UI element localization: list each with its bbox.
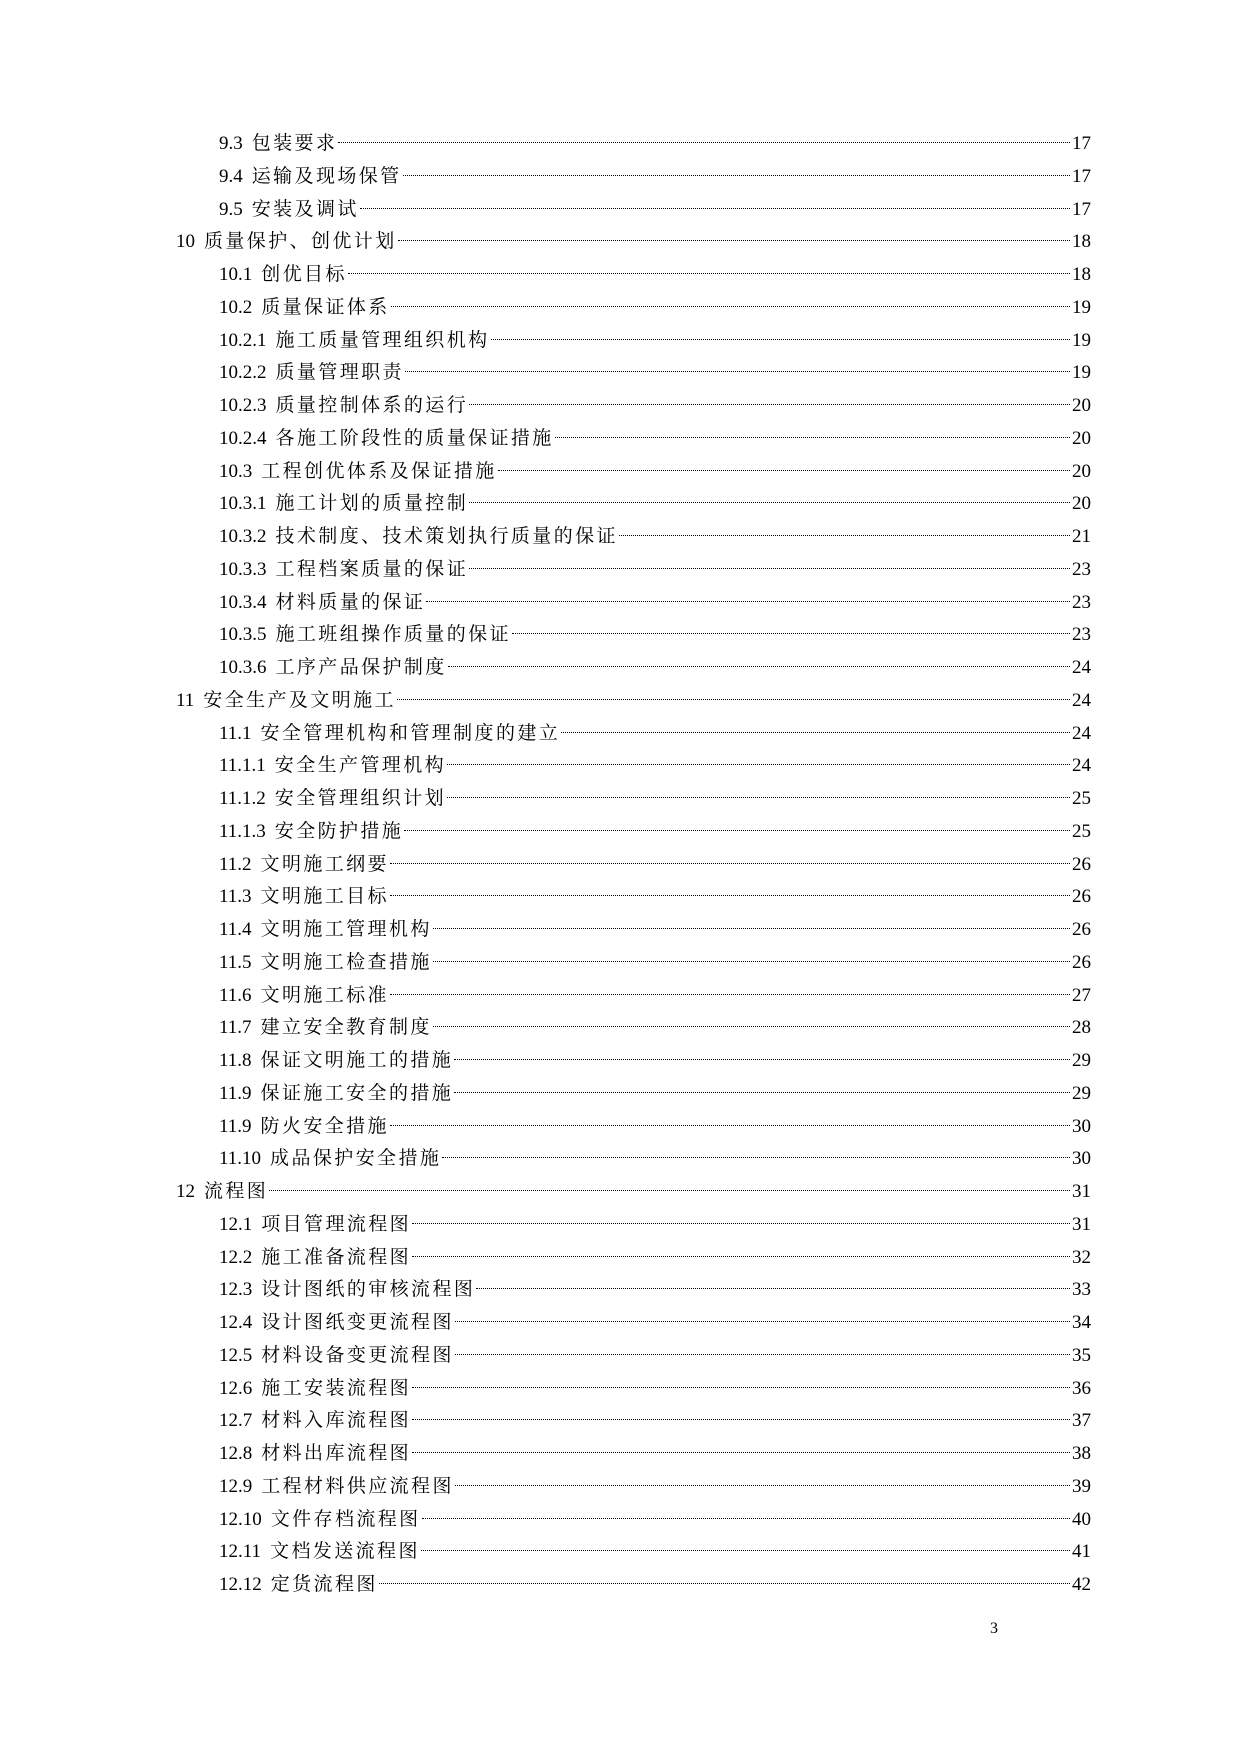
toc-entry[interactable] — [0, 1143, 1241, 1176]
dot-leader — [555, 437, 1070, 438]
entry-page-number: 21 — [1072, 526, 1091, 547]
toc-entry[interactable] — [0, 980, 1241, 1013]
entry-title: 质量控制体系的运行 — [275, 395, 469, 416]
entry-number: 12.9 — [219, 1475, 253, 1497]
dot-leader — [455, 1354, 1070, 1355]
entry-title: 各施工阶段性的质量保证措施 — [275, 427, 554, 449]
toc-entry[interactable] — [0, 718, 1241, 751]
entry-page-number: 24 — [1072, 755, 1091, 777]
toc-entry-line — [219, 325, 1091, 357]
entry-number: 11.3 — [219, 886, 252, 908]
entry-title: 安全生产管理机构 — [274, 755, 446, 777]
entry-page-number: 28 — [1072, 1017, 1091, 1039]
entry-page-number: 29 — [1072, 1082, 1091, 1104]
toc-entry[interactable] — [0, 1078, 1241, 1111]
dot-leader — [512, 633, 1070, 634]
toc-entry-line — [219, 587, 1091, 619]
entry-page-number: 35 — [1072, 1344, 1091, 1366]
entry-number: 12.2 — [219, 1246, 253, 1268]
dot-leader — [398, 240, 1070, 241]
entry-title: 项目管理流程图 — [261, 1213, 412, 1235]
entry-title: 施工计划的质量控制 — [275, 493, 469, 515]
entry-number: 11.1.1 — [219, 755, 266, 777]
entry-number: 11.10 — [219, 1148, 262, 1170]
entry-page-number: 40 — [1072, 1508, 1091, 1530]
toc-entry[interactable] — [0, 1569, 1241, 1602]
toc-entry-line — [219, 161, 1091, 193]
toc-entry-line — [219, 849, 1091, 881]
toc-entry[interactable] — [0, 292, 1241, 325]
toc-entry-line — [219, 881, 1091, 913]
entry-number: 11.7 — [219, 1017, 252, 1039]
toc-entry-line — [176, 685, 1091, 717]
entry-page-number: 41 — [1072, 1541, 1091, 1563]
dot-leader — [412, 1223, 1070, 1224]
toc-entry-line — [219, 980, 1091, 1012]
entry-title: 保证文明施工的措施 — [260, 1050, 454, 1071]
entry-number: 10 — [176, 231, 195, 253]
toc-entry-line — [176, 226, 1091, 258]
page-number: 3 — [990, 1620, 998, 1637]
toc-entry-line — [176, 1176, 1091, 1208]
entry-title: 包装要求 — [251, 133, 338, 154]
dot-leader — [433, 961, 1070, 962]
dot-leader — [390, 994, 1070, 995]
entry-number: 11.1 — [219, 722, 252, 744]
toc-entry[interactable] — [0, 914, 1241, 947]
entry-title: 流程图 — [204, 1181, 269, 1202]
entry-number: 12 — [176, 1181, 195, 1202]
entry-page-number: 27 — [1072, 984, 1091, 1006]
entry-page-number: 31 — [1072, 1213, 1091, 1235]
entry-title: 文件存档流程图 — [270, 1508, 421, 1530]
entry-page-number: 19 — [1072, 362, 1091, 384]
toc-entry[interactable] — [0, 1012, 1241, 1045]
entry-number: 10.3.3 — [219, 558, 267, 580]
entry-number: 11.6 — [219, 984, 252, 1006]
entry-page-number: 30 — [1072, 1148, 1091, 1170]
entry-page-number: 19 — [1072, 329, 1091, 351]
toc-entry-line — [219, 554, 1091, 586]
toc-entry-line — [219, 619, 1091, 651]
entry-title: 安装及调试 — [251, 198, 359, 220]
dot-leader — [412, 1256, 1070, 1257]
entry-title: 文明施工标准 — [260, 984, 389, 1006]
dot-leader — [447, 797, 1070, 798]
entry-title: 文档发送流程图 — [270, 1541, 420, 1563]
entry-number: 11 — [176, 689, 195, 711]
dot-leader — [404, 830, 1070, 831]
entry-page-number: 32 — [1072, 1246, 1091, 1268]
entry-page-number: 17 — [1072, 165, 1091, 187]
entry-title: 安全管理机构和管理制度的建立 — [260, 722, 561, 744]
entry-page-number: 31 — [1072, 1181, 1091, 1202]
entry-page-number: 17 — [1072, 198, 1091, 220]
toc-entry[interactable] — [0, 1111, 1241, 1144]
toc-entry[interactable] — [0, 750, 1241, 783]
toc-entry[interactable] — [0, 1373, 1241, 1406]
toc-entry-line — [219, 1012, 1091, 1044]
dot-leader — [454, 1059, 1070, 1060]
toc-entry[interactable] — [0, 652, 1241, 685]
dot-leader — [397, 699, 1070, 700]
toc-entry[interactable] — [0, 194, 1241, 227]
entry-title: 文明施工纲要 — [260, 853, 389, 875]
toc-entry[interactable] — [0, 456, 1241, 489]
entry-number: 12.1 — [219, 1213, 253, 1235]
toc-entry[interactable] — [0, 325, 1241, 358]
toc-entry[interactable] — [0, 423, 1241, 456]
entry-title: 设计图纸变更流程图 — [261, 1312, 454, 1333]
toc-entry-line — [219, 1405, 1091, 1437]
entry-title: 运输及现场保管 — [251, 165, 402, 187]
dot-leader — [390, 1125, 1070, 1126]
dot-leader — [421, 1550, 1070, 1551]
entry-page-number: 34 — [1072, 1312, 1091, 1333]
entry-number: 10.3.2 — [219, 526, 267, 547]
toc-entry-line — [219, 390, 1091, 422]
entry-number: 12.11 — [219, 1541, 262, 1563]
entry-title: 材料质量的保证 — [275, 591, 426, 613]
toc-entry[interactable] — [0, 947, 1241, 980]
dot-leader — [412, 1452, 1070, 1453]
entry-number: 11.9 — [219, 1082, 252, 1104]
toc-entry[interactable] — [0, 1045, 1241, 1078]
table-of-contents — [0, 128, 1241, 1602]
entry-title: 材料设备变更流程图 — [261, 1344, 454, 1366]
toc-entry[interactable] — [0, 1176, 1241, 1209]
entry-page-number: 23 — [1072, 624, 1091, 646]
dot-leader — [476, 1288, 1070, 1289]
entry-title: 施工班组操作质量的保证 — [275, 624, 511, 646]
toc-entry-line — [219, 1569, 1091, 1601]
entry-title: 保证施工安全的措施 — [260, 1082, 454, 1104]
entry-page-number: 38 — [1072, 1443, 1091, 1464]
entry-number: 10.2.4 — [219, 427, 267, 449]
entry-title: 成品保护安全措施 — [270, 1148, 442, 1170]
entry-number: 12.6 — [219, 1377, 253, 1399]
entry-title: 安全防护措施 — [274, 820, 404, 842]
toc-entry-line — [219, 1438, 1091, 1470]
entry-page-number: 19 — [1072, 296, 1091, 318]
entry-title: 创优目标 — [261, 264, 347, 285]
entry-number: 12.8 — [219, 1443, 253, 1464]
dot-leader — [447, 764, 1070, 765]
entry-title: 施工安装流程图 — [261, 1377, 412, 1399]
toc-entry[interactable] — [0, 554, 1241, 587]
dot-leader — [469, 404, 1070, 405]
dot-leader — [360, 208, 1070, 209]
entry-title: 防火安全措施 — [260, 1115, 389, 1137]
toc-entry[interactable] — [0, 1274, 1241, 1307]
dot-leader — [405, 371, 1070, 372]
dot-leader — [412, 1419, 1070, 1420]
entry-page-number: 26 — [1072, 919, 1091, 940]
entry-title: 设计图纸的审核流程图 — [261, 1279, 476, 1301]
entry-title: 工程档案质量的保证 — [275, 558, 469, 580]
entry-page-number: 42 — [1072, 1574, 1091, 1595]
entry-page-number: 23 — [1072, 591, 1091, 613]
entry-title: 建立安全教育制度 — [260, 1017, 432, 1039]
toc-entry-line — [219, 259, 1091, 291]
entry-page-number: 20 — [1072, 460, 1091, 482]
toc-entry[interactable] — [0, 1471, 1241, 1504]
entry-page-number: 25 — [1072, 788, 1091, 809]
entry-number: 10.3.1 — [219, 493, 267, 515]
dot-leader — [442, 1157, 1070, 1158]
dot-leader — [454, 1092, 1070, 1093]
dot-leader — [403, 175, 1070, 176]
entry-page-number: 20 — [1072, 427, 1091, 449]
dot-leader — [412, 1387, 1070, 1388]
entry-number: 12.5 — [219, 1344, 253, 1366]
entry-number: 11.1.2 — [219, 788, 266, 809]
toc-entry[interactable] — [0, 783, 1241, 816]
toc-entry-line — [219, 816, 1091, 848]
entry-number: 12.12 — [219, 1574, 262, 1595]
entry-number: 12.3 — [219, 1279, 253, 1301]
entry-number: 10.3.6 — [219, 657, 267, 678]
dot-leader — [433, 1026, 1070, 1027]
entry-page-number: 23 — [1072, 558, 1091, 580]
entry-page-number: 37 — [1072, 1410, 1091, 1432]
toc-entry[interactable] — [0, 259, 1241, 292]
toc-entry[interactable] — [0, 521, 1241, 554]
toc-entry-line — [219, 521, 1091, 553]
dot-leader — [455, 1321, 1070, 1322]
dot-leader — [390, 863, 1070, 864]
entry-number: 9.5 — [219, 198, 243, 220]
toc-entry-line — [219, 1242, 1091, 1274]
toc-entry-line — [219, 1209, 1091, 1241]
entry-title: 文明施工目标 — [260, 886, 389, 908]
entry-title: 质量保护、创优计划 — [204, 231, 397, 253]
entry-page-number: 39 — [1072, 1475, 1091, 1497]
dot-leader — [348, 273, 1070, 274]
entry-page-number: 26 — [1072, 951, 1091, 973]
entry-title: 材料出库流程图 — [261, 1443, 412, 1464]
toc-entry-line — [219, 652, 1091, 684]
dot-leader — [448, 666, 1070, 667]
dot-leader — [469, 568, 1070, 569]
toc-entry[interactable] — [0, 881, 1241, 914]
entry-page-number: 20 — [1072, 493, 1091, 515]
toc-entry[interactable] — [0, 1209, 1241, 1242]
entry-title: 工序产品保护制度 — [275, 657, 447, 678]
toc-entry[interactable] — [0, 1340, 1241, 1373]
toc-entry[interactable] — [0, 161, 1241, 194]
entry-number: 11.1.3 — [219, 820, 266, 842]
entry-title: 质量保证体系 — [261, 296, 390, 318]
toc-entry[interactable] — [0, 1242, 1241, 1275]
toc-entry[interactable] — [0, 357, 1241, 390]
dot-leader — [491, 339, 1070, 340]
toc-entry[interactable] — [0, 619, 1241, 652]
toc-entry-line — [219, 1111, 1091, 1143]
entry-number: 10.2.3 — [219, 395, 267, 416]
toc-entry-line — [219, 1274, 1091, 1306]
toc-entry[interactable] — [0, 816, 1241, 849]
toc-entry-line — [219, 1504, 1091, 1536]
entry-number: 10.2.2 — [219, 362, 267, 384]
dot-leader — [390, 895, 1070, 896]
dot-leader — [455, 1485, 1070, 1486]
dot-leader — [338, 142, 1070, 143]
toc-entry-line — [219, 1373, 1091, 1405]
entry-title: 质量管理职责 — [275, 362, 404, 384]
dot-leader — [561, 732, 1070, 733]
dot-leader — [426, 601, 1070, 602]
entry-number: 11.8 — [219, 1050, 252, 1071]
dot-leader — [422, 1518, 1070, 1519]
entry-title: 工程材料供应流程图 — [261, 1475, 454, 1497]
dot-leader — [433, 928, 1070, 929]
entry-page-number: 20 — [1072, 395, 1091, 416]
toc-entry-line — [219, 456, 1091, 488]
entry-title: 定货流程图 — [270, 1574, 378, 1595]
toc-entry[interactable] — [0, 685, 1241, 718]
dot-leader — [269, 1190, 1070, 1191]
toc-entry[interactable] — [0, 1504, 1241, 1537]
toc-entry-line — [219, 1471, 1091, 1503]
entry-number: 11.9 — [219, 1115, 252, 1137]
toc-entry-line — [219, 1143, 1091, 1175]
dot-leader — [619, 535, 1070, 536]
toc-entry-line — [219, 128, 1091, 160]
entry-page-number: 17 — [1072, 133, 1091, 154]
entry-number: 10.3.5 — [219, 624, 267, 646]
entry-page-number: 26 — [1072, 886, 1091, 908]
entry-number: 12.4 — [219, 1312, 253, 1333]
entry-number: 10.3 — [219, 460, 253, 482]
entry-title: 技术制度、技术策划执行质量的保证 — [275, 526, 618, 547]
toc-entry[interactable] — [0, 1307, 1241, 1340]
entry-page-number: 18 — [1072, 231, 1091, 253]
entry-number: 10.1 — [219, 264, 253, 285]
toc-entry-line — [219, 488, 1091, 520]
toc-entry-line — [219, 1045, 1091, 1077]
toc-entry-line — [219, 947, 1091, 979]
entry-number: 12.10 — [219, 1508, 262, 1530]
toc-entry[interactable] — [0, 390, 1241, 423]
entry-title: 施工质量管理组织机构 — [275, 329, 490, 351]
entry-page-number: 36 — [1072, 1377, 1091, 1399]
entry-page-number: 29 — [1072, 1050, 1091, 1071]
toc-entry-line — [219, 718, 1091, 750]
toc-entry-line — [219, 1536, 1091, 1568]
toc-entry-line — [219, 1307, 1091, 1339]
toc-entry[interactable] — [0, 849, 1241, 882]
entry-number: 10.3.4 — [219, 591, 267, 613]
entry-page-number: 24 — [1072, 689, 1091, 711]
entry-number: 9.3 — [219, 133, 243, 154]
dot-leader — [469, 502, 1070, 503]
entry-title: 安全管理组织计划 — [274, 788, 446, 809]
toc-entry-line — [219, 1340, 1091, 1372]
toc-entry-line — [219, 750, 1091, 782]
entry-page-number: 24 — [1072, 722, 1091, 744]
toc-entry[interactable] — [0, 128, 1241, 161]
toc-entry[interactable] — [0, 1438, 1241, 1471]
entry-title: 文明施工管理机构 — [260, 919, 432, 940]
toc-entry-line — [219, 194, 1091, 226]
entry-page-number: 18 — [1072, 264, 1091, 285]
entry-number: 10.2.1 — [219, 329, 267, 351]
dot-leader — [391, 306, 1070, 307]
entry-page-number: 30 — [1072, 1115, 1091, 1137]
entry-title: 安全生产及文明施工 — [203, 689, 396, 711]
entry-title: 工程创优体系及保证措施 — [261, 460, 497, 482]
toc-entry[interactable] — [0, 1405, 1241, 1438]
entry-number: 11.2 — [219, 853, 252, 875]
toc-entry[interactable] — [0, 488, 1241, 521]
entry-title: 施工准备流程图 — [261, 1246, 412, 1268]
toc-entry-line — [219, 1078, 1091, 1110]
entry-page-number: 26 — [1072, 853, 1091, 875]
entry-number: 10.2 — [219, 296, 253, 318]
entry-number: 11.4 — [219, 919, 252, 940]
entry-page-number: 24 — [1072, 657, 1091, 678]
entry-number: 12.7 — [219, 1410, 253, 1432]
toc-entry-line — [219, 423, 1091, 455]
entry-number: 9.4 — [219, 165, 243, 187]
entry-number: 11.5 — [219, 951, 252, 973]
toc-entry-line — [219, 357, 1091, 389]
entry-page-number: 33 — [1072, 1279, 1091, 1301]
entry-page-number: 25 — [1072, 820, 1091, 842]
dot-leader — [498, 470, 1070, 471]
toc-entry-line — [219, 914, 1091, 946]
toc-entry[interactable] — [0, 1536, 1241, 1569]
toc-entry[interactable] — [0, 587, 1241, 620]
dot-leader — [379, 1583, 1070, 1584]
toc-entry-line — [219, 783, 1091, 815]
entry-title: 文明施工检查措施 — [260, 951, 432, 973]
toc-entry-line — [219, 292, 1091, 324]
entry-title: 材料入库流程图 — [261, 1410, 412, 1432]
toc-entry[interactable] — [0, 226, 1241, 259]
